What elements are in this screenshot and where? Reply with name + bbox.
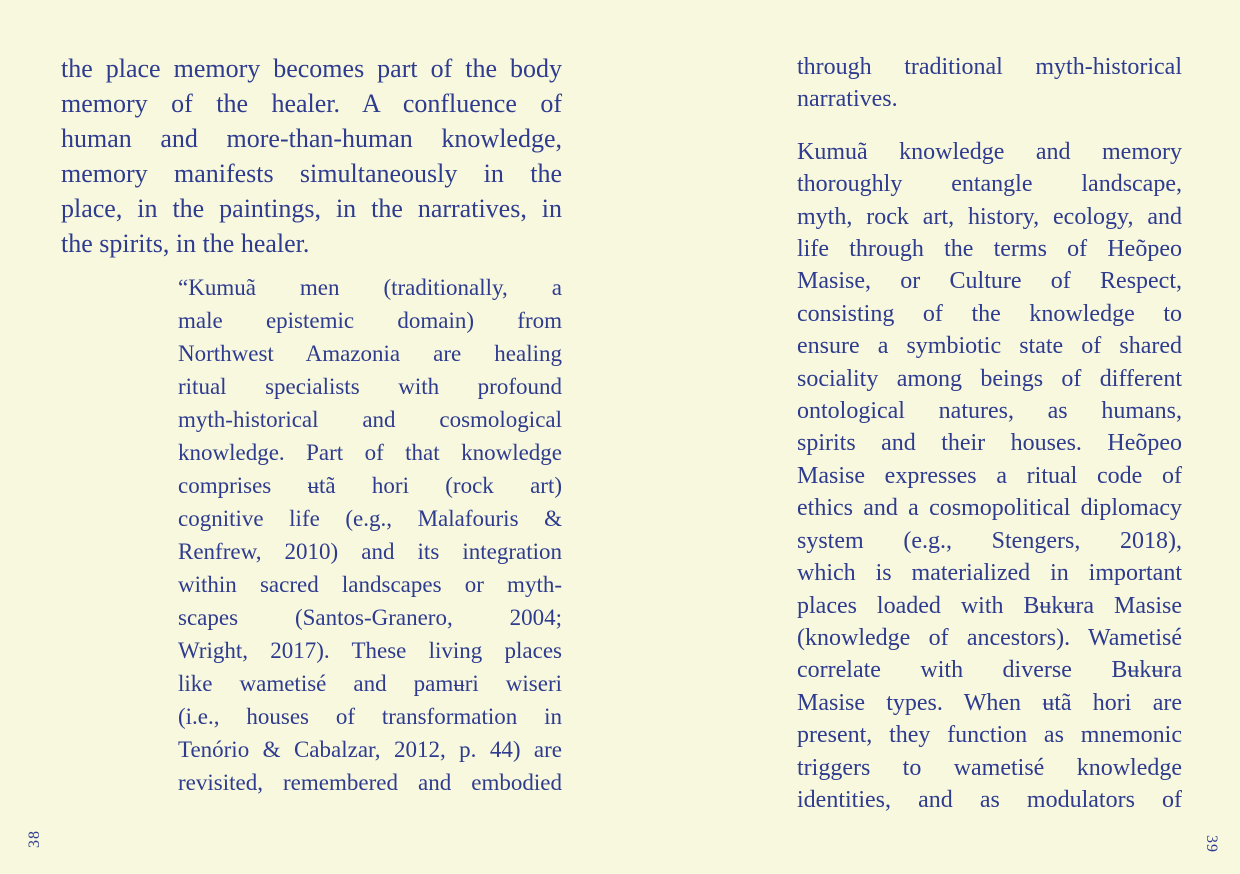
text-line: system (e.g., Stengers, 2018), — [797, 527, 1182, 554]
text-line: male epistemic domain) from — [178, 308, 562, 333]
text-line: identities, and as modulators of — [797, 786, 1182, 813]
text-line: sociality among beings of different — [797, 365, 1182, 392]
text-line: ontological natures, as humans, — [797, 398, 1182, 425]
text-line: the place memory becomes part of the body — [61, 54, 562, 83]
text-line: Masise, or Culture of Respect, — [797, 268, 1182, 295]
text-line: ensure a symbiotic state of shared — [797, 333, 1182, 360]
text-line: Masise expresses a ritual code of — [797, 462, 1182, 489]
right-page-paragraph — [797, 136, 1182, 817]
text-line: narratives. — [797, 86, 898, 113]
text-line: life through the terms of Heõpeo — [797, 236, 1182, 263]
text-line: ethics and a cosmopolitical diplomacy — [797, 495, 1182, 522]
text-line: memory of the healer. A confluence of — [61, 89, 562, 118]
text-line: consisting of the knowledge to — [797, 300, 1182, 327]
page-number-right: 39 — [1203, 835, 1220, 853]
text-line: human and more-than-human knowledge, — [61, 124, 562, 153]
text-line: the spirits, in the healer. — [61, 229, 310, 258]
text-line: Masise types. When ʉtã hori are — [797, 689, 1182, 716]
text-line: which is materialized in important — [797, 560, 1182, 587]
left-page-paragraph — [61, 51, 562, 261]
text-line: myth, rock art, history, ecology, and — [797, 203, 1182, 230]
text-line: cognitive life (e.g., Malafouris & — [178, 506, 562, 531]
text-line: Wright, 2017). These living places — [178, 638, 562, 663]
text-line: ritual specialists with profound — [178, 374, 562, 399]
right-page-paragraph-continuation — [797, 51, 1182, 116]
text-line: thoroughly entangle landscape, — [797, 171, 1182, 198]
text-line: myth-historical and cosmological — [178, 407, 562, 432]
left-page-blockquote — [178, 271, 562, 799]
page-number-left: 38 — [26, 830, 43, 848]
text-line: Renfrew, 2010) and its integration — [178, 539, 562, 564]
text-line: through traditional myth-historical — [797, 54, 1182, 80]
right-page-column — [797, 51, 1182, 816]
text-line: “Kumuã men (traditionally, a — [178, 275, 562, 300]
text-line: present, they function as mnemonic — [797, 722, 1182, 749]
text-line: places loaded with Bʉkʉra Masise — [797, 592, 1182, 619]
text-line: (i.e., houses of transformation in — [178, 704, 562, 729]
text-line: triggers to wametisé knowledge — [797, 754, 1182, 781]
text-line: memory manifests simultaneously in the — [61, 159, 562, 188]
text-line: correlate with diverse Bʉkʉra — [797, 657, 1182, 684]
text-line: revisited, remembered and embodied — [178, 770, 562, 795]
text-line: Northwest Amazonia are healing — [178, 341, 562, 366]
text-line: within sacred landscapes or myth- — [178, 572, 562, 597]
text-line: Tenório & Cabalzar, 2012, p. 44) are — [178, 737, 562, 762]
text-line: like wametisé and pamʉri wiseri — [178, 671, 562, 696]
text-line: (knowledge of ancestors). Wametisé — [797, 624, 1182, 651]
text-line: Kumuã knowledge and memory — [797, 138, 1182, 165]
text-line: place, in the paintings, in the narratives, in — [61, 194, 562, 223]
text-line: scapes (Santos-Granero, 2004; — [178, 605, 562, 630]
text-line: comprises ʉtã hori (rock art) — [178, 473, 562, 498]
text-line: spirits and their houses. Heõpeo — [797, 430, 1182, 457]
text-line: knowledge. Part of that knowledge — [178, 440, 562, 465]
